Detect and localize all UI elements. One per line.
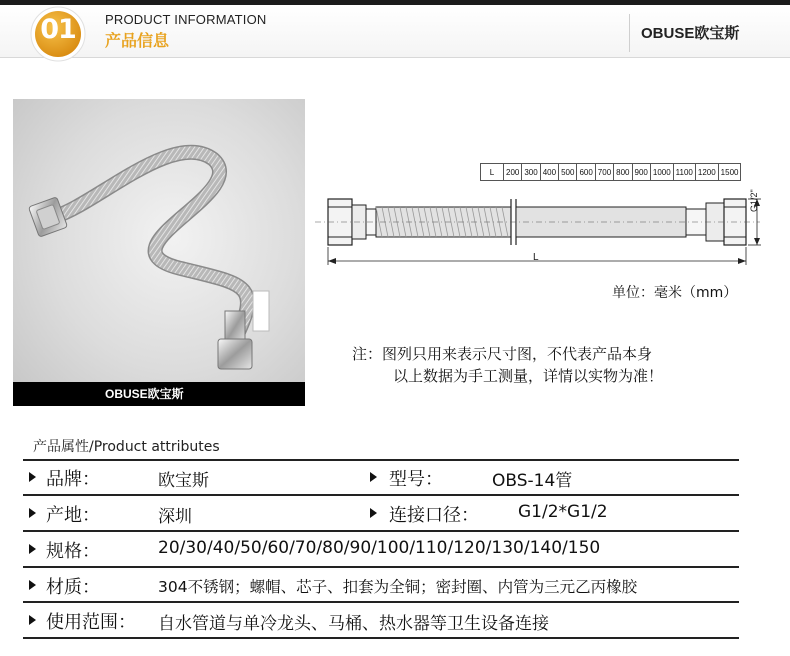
- dimension-cell: 1000: [650, 164, 673, 181]
- bullet-arrow-icon: [29, 472, 36, 482]
- usage-value: 自水管道与单冷龙头、马桶、热水器等卫生设备连接: [158, 614, 549, 634]
- divider-line: [23, 601, 739, 603]
- dimension-cell: 200: [504, 164, 522, 181]
- hose-technical-drawing: [315, 185, 785, 275]
- origin-value: 深圳: [158, 507, 192, 527]
- dimension-cell: 300: [522, 164, 540, 181]
- dimension-cell: 400: [540, 164, 558, 181]
- attributes-title: 产品属性/Product attributes: [33, 439, 220, 455]
- divider-line: [23, 494, 739, 496]
- dimension-cell: 500: [559, 164, 577, 181]
- divider-line: [23, 459, 739, 461]
- photo-caption: OBUSE欧宝斯: [13, 382, 305, 406]
- connection-value: G1/2*G1/2: [518, 502, 608, 522]
- note-line-1: 注：图列只用来表示尺寸图，不代表产品本身: [352, 345, 653, 363]
- brand-label: 品牌：: [46, 469, 100, 490]
- bullet-arrow-icon: [29, 508, 36, 518]
- brand-value: 欧宝斯: [158, 471, 209, 491]
- section-title-cn: 产品信息: [105, 31, 170, 50]
- top-nut-icon: [28, 197, 67, 237]
- usage-label: 使用范围：: [46, 612, 136, 633]
- dimension-label-cell: L: [481, 164, 504, 181]
- unit-label: 单位：毫米（mm）: [612, 285, 738, 301]
- spec-label: 规格：: [46, 541, 100, 562]
- product-photo: [13, 99, 305, 406]
- bullet-arrow-icon: [29, 544, 36, 554]
- origin-label: 产地：: [46, 505, 100, 526]
- bullet-arrow-icon: [370, 508, 377, 518]
- divider-line: [23, 530, 739, 532]
- dimension-row: [481, 164, 741, 181]
- divider-line: [23, 637, 739, 639]
- dimension-cell: 700: [595, 164, 613, 181]
- dimension-cell: 900: [632, 164, 650, 181]
- header-divider: [629, 14, 630, 52]
- divider-line: [23, 566, 739, 568]
- length-label: L: [533, 252, 539, 263]
- note-line-2: 以上数据为手工测量，详情以实物为准！: [393, 367, 664, 385]
- thread-size-label: G1/2": [749, 189, 759, 212]
- badge-number: 01: [40, 14, 76, 45]
- material-value: 304不锈钢；螺帽、芯子、扣套为全铜；密封圈、内管为三元乙丙橡胶: [158, 578, 638, 596]
- dimension-cell: 600: [577, 164, 595, 181]
- section-title-en: PRODUCT INFORMATION: [105, 12, 267, 27]
- bullet-arrow-icon: [370, 472, 377, 482]
- spec-value: 20/30/40/50/60/70/80/90/100/110/120/130/140/150: [158, 538, 601, 558]
- material-label: 材质：: [46, 577, 100, 598]
- dimension-cell: 800: [614, 164, 632, 181]
- braided-hose-illustration: [13, 99, 305, 382]
- dimension-cell: 1200: [695, 164, 718, 181]
- dimension-cell: 1500: [718, 164, 741, 181]
- bullet-arrow-icon: [29, 615, 36, 625]
- connection-label: 连接口径：: [389, 505, 479, 526]
- model-value: OBS-14管: [492, 471, 573, 491]
- bullet-arrow-icon: [29, 580, 36, 590]
- brand-logo-text: OBUSE欧宝斯: [641, 25, 740, 42]
- model-label: 型号：: [389, 469, 443, 490]
- dimension-table: [480, 163, 741, 181]
- dimension-cell: 1100: [673, 164, 695, 181]
